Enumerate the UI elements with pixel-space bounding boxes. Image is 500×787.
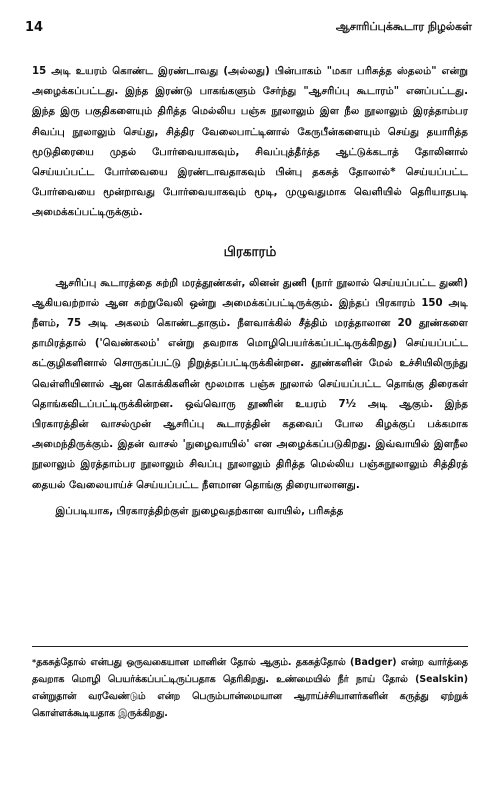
footnote-text: தகசுத்தோல் என்பது ஒருவகையான மானின் தோல் ஆகும். தகசுத்தோல் (Badger) என்ற வார்த்தை தவறாக மொழி பெயர்க்கப்பட்டிருப்பதாக தெரிகிறது. உண்மையில் நீர் நாய் தோல் (Sealskin) என்றுதான் வரவேண்டும் என்ற பெரும்பான்மையான ஆராய்ச்சியாளர்களின் கருத்து ஏற்றுக் கொள்ளக்கூடியதாக இருக்கிறது. bbox=[32, 657, 468, 719]
page-body bbox=[32, 62, 468, 522]
footnote-divider bbox=[32, 646, 468, 647]
section-title: பிரகாரம் bbox=[223, 243, 277, 260]
footnote bbox=[32, 654, 468, 722]
body-paragraph: இப்படியாக, பிரகாரத்திற்குள் நுழைவதற்கான வாயில், பரிசுத்த bbox=[55, 505, 344, 517]
footnote-marker: * bbox=[32, 658, 37, 667]
body-paragraph: 15 அடி உயரம் கொண்ட இரண்டாவது (அல்லது) பின்பாகம் "மகா பரிசுத்த ஸ்தலம்" என்று அழைக்கப்பட்டது. இந்த இரண்டு பாகங்களும் சேர்ந்து "ஆசரிப்பு கூடாரம்" எனப்பட்டது. இந்த இரு பகுதிகளையும் திரித்த மெல்லிய பஞ்சு நூலாலும் இள நீல நூலாலும் இரத்தாம்பர சிவப்பு நூலாலும் செய்து, சித்திர வேலைபாட்டினால் கேருபீன்களையும் செய்து தயாரித்த மூடுதிரையை முதல் போர்வையாகவும், சிவப்புத்தீர்த்த ஆட்டுக்கடாத் தோலினால் செய்யப்பட்ட போர்வையை இரண்டாவதாகவும் பின்பு தகசுத் தோலால்* செய்யப்பட்ட போர்வையை மூன்றாவது போர்வையாகவும் மூடி, முழுவதுமாக வெளியில் தெரியாதபடி அமைக்கப்பட்டிருக்கும். bbox=[32, 66, 468, 219]
page-header bbox=[25, 20, 472, 40]
body-paragraph: ஆசரிப்பு கூடாரத்தை சுற்றி மரத்தூண்கள், லினன் துணி (நார் நூலால் செய்யப்பட்ட துணி) ஆகியவற்றால் ஆன சுற்றுவேலி ஒன்று அமைக்கப்பட்டிருக்கும். இந்தப் பிரகாரம் 150 அடி நீளம், 75 அடி அகலம் கொண்டதாகும். நீளவாக்கில் சீத்திம் மரத்தாலான 20 தூண்களை தாமிரத்தால் ('வெண்கலம்' என்று தவறாக மொழிபெயர்க்கப்பட்டிருக்கிறது) செய்யப்பட்ட கட்குழிகளினால் சொருகப்பட்டு நிறுத்தப்பட்டிருக்கின்றன. தூண்களின் மேல் உச்சியிலிருந்து வெள்ளியினால் ஆன கொக்கிகளின் மூலமாக பஞ்சு நூலால் செய்யப்பட்ட தொங்கு திரைகள் தொங்கவிடப்பட்டிருக்கின்றன. ஒவ்வொரு தூணின் உயரம் 7½ அடி ஆகும். இந்த பிரகாரத்தின் வாசல்முன் ஆசரிப்பு கூடாரத்தின் கதவைப் போல கிழக்குப் பக்கமாக அமைந்திருக்கும். இதன் வாசல் 'நுழைவாயில்' என அழைக்கப்படுகிறது. இவ்வாயில் இளநீல நூலாலும் இரத்தாம்பர நூலாலும் சிவப்பு நூலாலும் திரித்த மெல்லிய பஞ்சுநூலாலும் சித்திரத் தையல் வேலையாய்ச் செய்யப்பட்ட நீளமான தொங்கு திரையாலானது. bbox=[32, 277, 468, 491]
running-title: ஆசாரிப்புக்கூடார நிழல்கள் bbox=[335, 20, 472, 33]
page-number: 14 bbox=[25, 20, 44, 35]
